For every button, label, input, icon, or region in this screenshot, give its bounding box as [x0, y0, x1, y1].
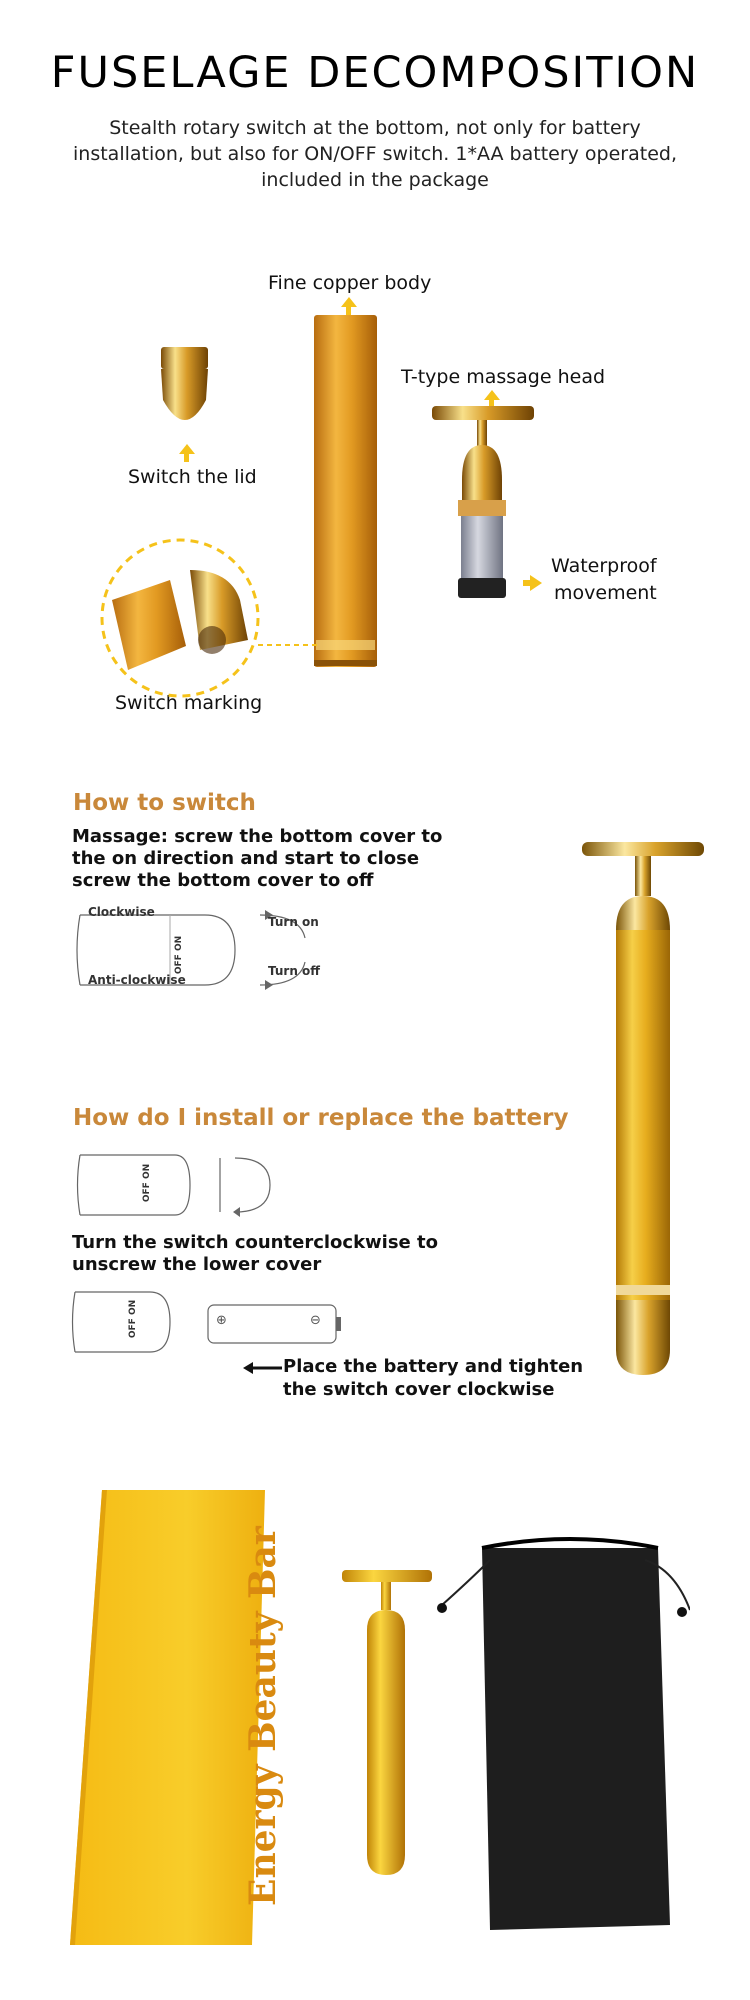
switch-marking-detail	[102, 540, 318, 696]
label-anticlockwise: Anti-clockwise	[88, 973, 186, 987]
battery-diagram	[70, 1287, 350, 1357]
package-contents-photo	[70, 1490, 690, 1990]
unscrew-diagram	[75, 1150, 285, 1220]
label-massage-head: T-type massage head	[401, 366, 606, 388]
box-brand-text: Energy Beauty Bar	[242, 1526, 284, 1906]
label-turn-off: Turn off	[268, 964, 321, 978]
install-step1-text: Turn the switch counterclockwise to unscrew the lower cover	[72, 1232, 438, 1275]
massage-head-assembly	[432, 406, 534, 598]
battery-minus-icon: ⊖	[310, 1313, 321, 1328]
label-off-on: OFF ON	[174, 935, 185, 975]
velvet-pouch	[482, 1548, 670, 1930]
label-switch-lid: Switch the lid	[128, 466, 257, 488]
switch-lid-cap	[161, 347, 208, 420]
arrow-left-icon	[243, 1362, 283, 1374]
page-title: FUSELAGE DECOMPOSITION	[50, 48, 700, 98]
label-waterproof-line2: movement	[554, 582, 657, 604]
label-turn-on: Turn on	[268, 915, 319, 929]
install-step2-line1: Place the battery and tighten	[283, 1356, 584, 1377]
label-clockwise: Clockwise	[88, 905, 155, 919]
label-off-on: OFF ON	[128, 1299, 139, 1339]
battery-plus-icon: ⊕	[216, 1313, 227, 1328]
copper-body-tube	[314, 315, 377, 667]
heading-how-to-switch: How to switch	[73, 790, 256, 816]
label-off-on: OFF ON	[142, 1163, 153, 1203]
install-step2-line2: the switch cover clockwise	[283, 1379, 555, 1400]
label-copper-body: Fine copper body	[268, 272, 432, 294]
label-switch-marking: Switch marking	[115, 692, 263, 714]
energy-bar-product	[570, 830, 720, 1410]
fuselage-illustration	[0, 300, 750, 700]
heading-install-battery: How do I install or replace the battery	[73, 1105, 569, 1131]
label-waterproof-line1: Waterproof	[551, 555, 657, 577]
how-to-switch-text: Massage: screw the bottom cover to the on direction and start to close screw the bottom cover to off	[72, 826, 443, 891]
section-description: Stealth rotary switch at the bottom, not only for battery installation, but also for ON/OFF switch. 1*AA battery operated, included in the package	[73, 117, 677, 191]
